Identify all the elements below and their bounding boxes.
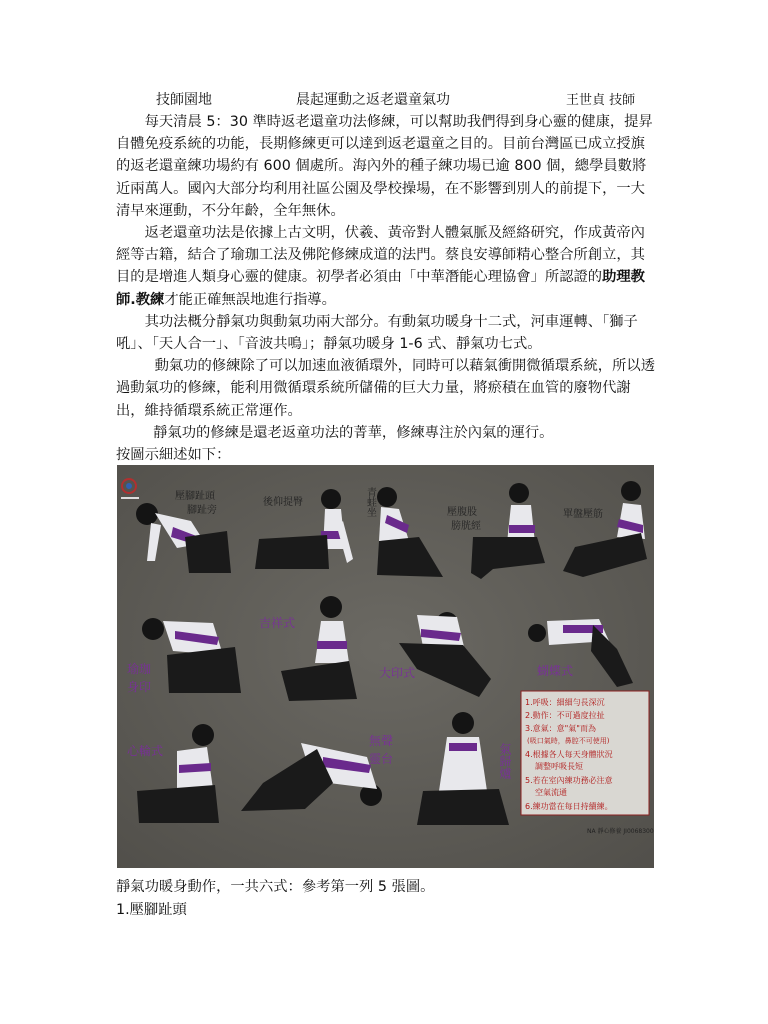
note-1: 1.呼吸：細細勻長深沉 bbox=[525, 698, 605, 707]
label-abdomen-press: 壓腹股 bbox=[447, 507, 477, 518]
exercise-poster-graphic bbox=[117, 465, 654, 868]
article-title: 晨起運動之返老還童氣功 bbox=[296, 92, 450, 108]
section-item-1: 1.壓腳趾頭 bbox=[116, 902, 187, 918]
paragraph-origin-end: 才能正確無誤地進行指導。 bbox=[164, 291, 336, 308]
label-qi-return: 氣歸爐 bbox=[498, 743, 512, 779]
label-toe-side: 腳趾旁 bbox=[187, 505, 217, 516]
exercise-poster bbox=[117, 465, 654, 868]
note-2: 2.動作：不可過度拉扯 bbox=[525, 711, 605, 720]
label-butterfly: 蝴蝶式 bbox=[537, 664, 574, 678]
article-header bbox=[0, 89, 768, 111]
label-silent: 無聲 bbox=[369, 734, 394, 748]
label-body-seal: 身印 bbox=[127, 680, 152, 694]
label-bladder-meridian: 膀胱經 bbox=[451, 521, 481, 532]
paragraph-dynamic: 動氣功的修練除了可以加速血液循環外，同時可以藉氣衝開微循環系統，所以透過動氣功的修練，能利用微循環系統所儲備的巨大力量，將瘀積在血管的廢物代謝出，維持循環系統正常運作。 bbox=[116, 358, 655, 419]
note-5: 5.若在室內練功務必注意 bbox=[525, 776, 613, 785]
label-toe-press: 壓腳趾頭 bbox=[175, 491, 215, 502]
label-back-lift: 後仰提臀 bbox=[263, 497, 303, 508]
label-great-seal: 大印式 bbox=[379, 666, 416, 680]
label-auspicious: 吉祥式 bbox=[259, 616, 296, 630]
paragraph-static: 靜氣功的修練是還老返童功法的菁華，修練專注於內氣的運行。 bbox=[153, 424, 554, 441]
article-body bbox=[116, 111, 656, 466]
label-yoga: 瑜珈 bbox=[127, 662, 152, 676]
column-name: 技師園地 bbox=[156, 92, 212, 108]
paragraph-intro: 每天清晨 5：30 準時返老還童功法修練，可以幫助我們得到身心靈的健康，提昇自體免疫系統的功能，長期修練更可以達到返老還童之目的。目前台灣區已成立授旗的返老還童練功場約有 600 個處所。海內外的種子練功場已逾 800 個，總學員數將近兩萬人。國內大部分均利用社區公園及學校操場，在不影響到別人的前提下，一大清早來運動，不分年齡，全年無休。 bbox=[116, 114, 653, 219]
label-heart-chakra: 心輪式 bbox=[127, 744, 164, 758]
practice-notes-box bbox=[521, 691, 649, 815]
note-6: 6.練功當在每日持續練。 bbox=[525, 802, 613, 811]
figure-caption: 靜氣功暖身動作，一共六式：參考第一列 5 張圖。 bbox=[116, 879, 435, 895]
paragraph-origin-text: 返老還童功法是依據上古文明，伏羲、黃帝對人體氣脈及經絡研究，作成黃帝內經等古籍，結合了瑜珈工法及佛陀修練成道的法門。蔡良安導師精心整合所創立，其目的是增進人類身心靈的健康。初學者必須由「中華潛能心理協會」所認證的 bbox=[116, 225, 645, 286]
note-4-detail: 調整呼吸長短 bbox=[535, 762, 583, 771]
paragraph-illustration-intro: 按圖示細述如下： bbox=[116, 447, 231, 464]
note-5-detail: 空氣流通 bbox=[535, 788, 567, 797]
note-3: 3.意氣：意"氣"而為 bbox=[525, 724, 596, 733]
author-name: 王世貞 技師 bbox=[566, 93, 636, 108]
paragraph-categories: 其功法概分靜氣功與動氣功兩大部分。有動氣功暖身十二式，河車運轉、「獅子吼」、「天人合一」、「音波共鳴」；靜氣功暖身 1-6 式、靜氣功七式。 bbox=[116, 313, 638, 353]
note-3-detail: (吸口氣時，鼻腔不可使用) bbox=[527, 737, 610, 745]
label-platform: 靈台 bbox=[369, 752, 394, 766]
label-single-lotus: 單盤壓筋 bbox=[563, 509, 603, 520]
paragraph-origin bbox=[116, 222, 656, 311]
paragraph-origin-bold: 助理教師.教練 bbox=[116, 269, 645, 308]
label-frog-sit: 青蛙坐 bbox=[364, 487, 376, 517]
note-4: 4.根據各人每天身體狀況 bbox=[525, 750, 613, 759]
poster-footer: NA 靜心修養 JI0068300 bbox=[587, 828, 654, 835]
